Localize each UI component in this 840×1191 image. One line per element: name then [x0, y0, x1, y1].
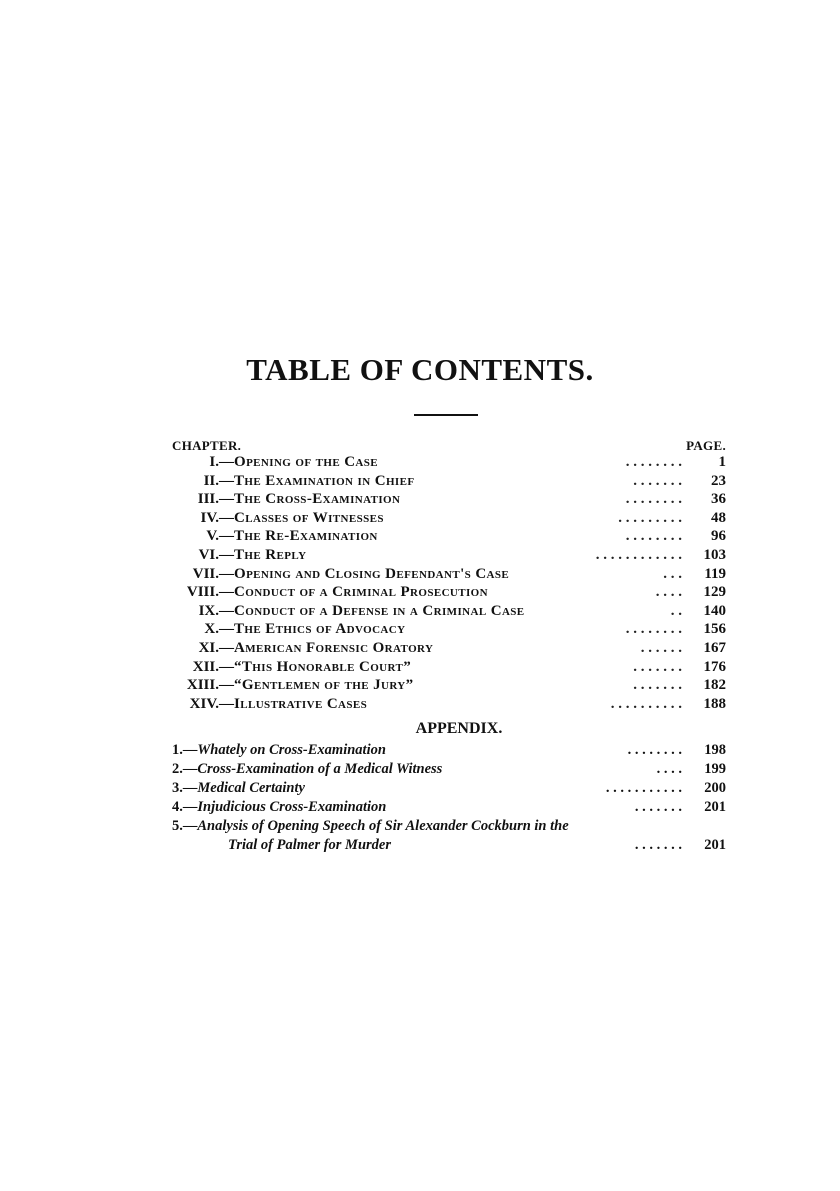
- appendix-row: [172, 780, 726, 799]
- toc-chapter-row: [172, 510, 726, 529]
- leader-dots: . . . . . . . .: [625, 528, 682, 545]
- appendix-heading: APPENDIX.: [415, 720, 503, 738]
- chapter-title: The Reply: [234, 546, 307, 563]
- chapter-number: VII.—: [192, 565, 234, 582]
- chapter-title: “Gentlemen of the Jury”: [234, 677, 414, 694]
- title-rule: [414, 414, 478, 416]
- appendix-title: Injudicious Cross-Examination: [197, 799, 387, 816]
- chapter-number: I.—: [209, 454, 234, 470]
- appendix-page-number: 200: [704, 780, 726, 797]
- appendix-page-number: 201: [704, 837, 726, 854]
- chapter-number: XI.—: [198, 639, 234, 656]
- appendix-page-number: 201: [704, 799, 726, 816]
- appendix-entry: [172, 742, 386, 759]
- chapter-page-number: 188: [703, 695, 726, 712]
- chapter-title: Opening of the Case: [234, 454, 379, 470]
- table-of-contents: [172, 434, 726, 856]
- toc-chapter-row: [172, 603, 726, 622]
- appendix-row: [172, 818, 726, 837]
- appendix-number: 2.—: [172, 761, 198, 778]
- chapter-title: The Ethics of Advocacy: [234, 621, 406, 638]
- appendix-title: Whately on Cross-Examination: [197, 742, 386, 759]
- chapter-number: VI.—: [198, 546, 234, 563]
- appendix-row: [172, 837, 726, 856]
- appendix-list: [172, 742, 726, 856]
- chapter-title: Illustrative Cases: [234, 695, 368, 712]
- chapter-title: The Examination in Chief: [234, 472, 415, 489]
- appendix-entry: [172, 761, 442, 778]
- leader-dots: . . . . . . . . . . .: [605, 780, 682, 797]
- toc-chapter-row: [172, 640, 726, 659]
- appendix-entry: [172, 780, 305, 797]
- chapter-page-number: 36: [711, 491, 726, 508]
- chapter-page-number: 1: [718, 454, 726, 470]
- page-column-label: PAGE.: [686, 438, 726, 453]
- toc-chapter-row: [172, 696, 726, 715]
- chapter-number: XIII.—: [186, 677, 234, 694]
- chapter-list: [172, 454, 726, 714]
- appendix-entry: [172, 818, 569, 835]
- leader-dots: . . . . . . . . .: [618, 509, 682, 526]
- chapter-page-number: 23: [711, 472, 726, 489]
- chapter-number: XIV.—: [189, 695, 234, 712]
- toc-chapter-row: [172, 659, 726, 678]
- chapter-page-number: 129: [703, 584, 726, 601]
- leader-dots: . . . . . .: [640, 639, 682, 656]
- toc-chapter-row: [172, 454, 726, 473]
- chapter-number: X.—: [204, 621, 234, 638]
- toc-chapter-row: [172, 677, 726, 696]
- appendix-title: Analysis of Opening Speech of Sir Alexander Cockburn in the: [197, 818, 569, 835]
- leader-dots: . . . . . . .: [634, 837, 682, 854]
- leader-dots: . . . .: [655, 584, 682, 601]
- chapter-number: IV.—: [200, 509, 234, 526]
- appendix-number: 1.—: [172, 742, 198, 759]
- appendix-page-number: 199: [704, 761, 726, 778]
- chapter-title: American Forensic Oratory: [234, 639, 434, 656]
- chapter-title: Classes of Witnesses: [234, 509, 384, 526]
- chapter-number: VIII.—: [186, 584, 234, 601]
- chapter-number: III.—: [197, 491, 234, 508]
- chapter-page-number: 103: [703, 546, 726, 563]
- chapter-title: “This Honorable Court”: [234, 658, 412, 675]
- leader-dots: . . . . . . . . . .: [610, 695, 682, 712]
- chapter-page-number: 119: [704, 565, 726, 582]
- chapter-title: The Cross-Examination: [234, 491, 401, 508]
- leader-dots: . . . . . . . .: [625, 454, 682, 470]
- chapter-title: Conduct of a Criminal Prosecution: [234, 584, 488, 601]
- toc-chapter-row: [172, 584, 726, 603]
- toc-chapter-row: [172, 621, 726, 640]
- toc-chapter-row: [172, 473, 726, 492]
- chapter-page-number: 140: [703, 602, 726, 619]
- chapter-title: Opening and Closing Defendant's Case: [234, 565, 510, 582]
- chapter-page-number: 182: [703, 677, 726, 694]
- toc-chapter-row: [172, 491, 726, 510]
- appendix-row: [172, 761, 726, 780]
- appendix-title: Medical Certainty: [197, 780, 305, 797]
- appendix-entry: [172, 799, 386, 816]
- chapter-number: V.—: [206, 528, 234, 545]
- leader-dots: . . . . . . . .: [627, 742, 682, 759]
- appendix-title: Cross-Examination of a Medical Witness: [197, 761, 443, 778]
- chapter-page-number: 156: [703, 621, 726, 638]
- leader-dots: . . . . . . . .: [625, 621, 682, 638]
- chapter-page-number: 176: [703, 658, 726, 675]
- appendix-page-number: 198: [704, 742, 726, 759]
- appendix-number: 3.—: [172, 780, 198, 797]
- chapter-number: XII.—: [192, 658, 234, 675]
- appendix-number: 5.—: [172, 818, 198, 835]
- toc-chapter-row: [172, 566, 726, 585]
- chapter-page-number: 48: [711, 509, 726, 526]
- leader-dots: . . . . . . . .: [625, 491, 682, 508]
- appendix-title: Trial of Palmer for Murder: [228, 837, 391, 854]
- leader-dots: . . . . . . .: [633, 677, 682, 694]
- leader-dots: . . . . . . .: [633, 472, 682, 489]
- page-title: TABLE OF CONTENTS.: [246, 352, 594, 387]
- leader-dots: . . . . . . . . . . . .: [595, 546, 682, 563]
- chapter-page-number: 167: [703, 639, 726, 656]
- chapter-page-number: 96: [711, 528, 726, 545]
- toc-chapter-row: [172, 528, 726, 547]
- chapter-number: II.—: [203, 472, 234, 489]
- appendix-number: 4.—: [172, 799, 198, 816]
- toc-chapter-row: [172, 547, 726, 566]
- chapter-number: IX.—: [198, 602, 234, 619]
- toc-header: [172, 434, 726, 454]
- leader-dots: . . . .: [656, 761, 682, 778]
- leader-dots: . . . . . . .: [633, 658, 682, 675]
- leader-dots: . . . . . . .: [634, 799, 682, 816]
- chapter-column-label: CHAPTER.: [172, 438, 242, 453]
- leader-dots: . .: [670, 602, 682, 619]
- appendix-row: [172, 799, 726, 818]
- leader-dots: . . .: [663, 565, 682, 582]
- appendix-row: [172, 742, 726, 761]
- appendix-entry: [228, 837, 391, 854]
- chapter-title: Conduct of a Defense in a Criminal Case: [234, 602, 525, 619]
- chapter-title: The Re-Examination: [234, 528, 378, 545]
